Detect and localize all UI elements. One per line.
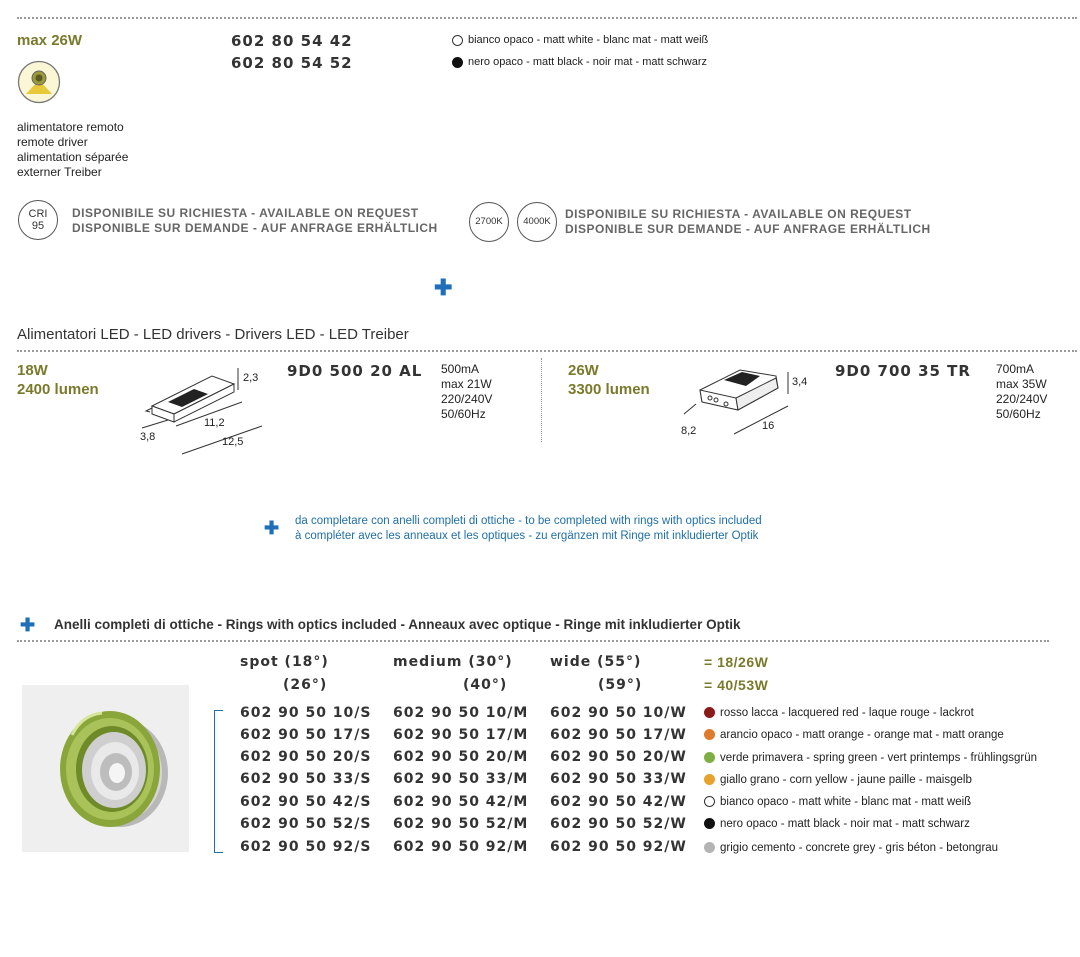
code-spot: 602 90 50 52/S	[240, 816, 372, 832]
color-swatch-white	[452, 35, 463, 46]
driver-right-lumen: 3300 lumen	[568, 381, 650, 398]
cri-availability-text	[72, 206, 438, 236]
finish-white	[452, 34, 708, 46]
cct-availability-text	[565, 207, 931, 237]
cct-availability-line2: DISPONIBLE SUR DEMANDE - AUF ANFRAGE ERHÄLTLICH	[565, 222, 931, 236]
driver-left-maxpower: max 21W	[441, 377, 492, 391]
color-row	[704, 774, 972, 786]
finish-white-label: bianco opaco - matt white - blanc mat - matt weiß	[468, 34, 709, 46]
code-wide: 602 90 50 17/W	[550, 727, 687, 743]
driver-right-current: 700mA	[996, 362, 1035, 376]
driver-left-length1: 11,2	[204, 417, 225, 429]
color-label: arancio opaco - matt orange - orange mat - matt orange	[720, 729, 1004, 741]
power-group-2: = 40/53W	[704, 677, 769, 693]
code-medium: 602 90 50 10/M	[393, 705, 529, 721]
remote-driver-de: externer Treiber	[17, 165, 102, 179]
table-row	[240, 816, 700, 836]
code-medium: 602 90 50 17/M	[393, 727, 529, 743]
driver-right-voltage: 220/240V	[996, 392, 1048, 406]
table-row	[240, 749, 700, 769]
code-spot: 602 90 50 17/S	[240, 727, 372, 743]
color-label: verde primavera - spring green - vert printemps - frühlingsgrün	[720, 752, 1038, 764]
driver-left-current: 500mA	[441, 362, 480, 376]
color-swatch	[704, 774, 715, 785]
color-swatch	[704, 729, 715, 740]
color-row	[704, 818, 970, 830]
remote-driver-icon	[17, 60, 61, 104]
color-label: grigio cemento - concrete grey - gris béton - betongrau	[720, 842, 999, 854]
rows-bracket	[214, 710, 223, 853]
code-medium: 602 90 50 20/M	[393, 749, 529, 765]
color-swatch	[704, 752, 715, 763]
driver-left-voltage: 220/240V	[441, 392, 493, 406]
driver-left-frequency: 50/60Hz	[441, 407, 486, 421]
header-wide: wide (55°)	[550, 654, 642, 670]
code-spot: 602 90 50 20/S	[240, 749, 372, 765]
remote-driver-en: remote driver	[17, 135, 88, 149]
code-medium: 602 90 50 52/M	[393, 816, 529, 832]
rings-title: Anelli completi di ottiche - Rings with optics included - Anneaux avec optique - Ringe mit inkludierter Optik	[54, 617, 741, 632]
driver-left-code: 9D0 500 20 AL	[287, 362, 423, 380]
product-code-black: 602 80 54 52	[231, 54, 353, 72]
color-row	[704, 796, 971, 808]
color-row	[704, 752, 1037, 764]
driver-right-height: 3,4	[792, 376, 808, 388]
driver-left-power: 18W	[17, 362, 48, 379]
plus-icon: ✚	[434, 275, 453, 300]
top-divider	[17, 17, 1077, 19]
driver-right-power: 26W	[568, 362, 599, 379]
remote-driver-it: alimentatore remoto	[17, 120, 124, 134]
color-row	[704, 729, 1004, 741]
cct-2700k-icon	[469, 202, 509, 242]
driver-left-length2: 12,5	[222, 436, 244, 448]
cct-2700k-label: 2700K	[475, 216, 503, 227]
code-wide: 602 90 50 52/W	[550, 816, 687, 832]
note-plus-icon: ✚	[264, 518, 280, 538]
driver-right-specs	[996, 362, 1047, 422]
color-swatch	[704, 818, 715, 829]
code-wide: 602 90 50 42/W	[550, 794, 687, 810]
color-row	[704, 842, 998, 854]
driver-left-lumen: 2400 lumen	[17, 381, 99, 398]
driver-right-maxpower: max 35W	[996, 377, 1047, 391]
table-row	[240, 839, 700, 859]
finish-black-label: nero opaco - matt black - noir mat - matt schwarz	[468, 56, 708, 68]
code-wide: 602 90 50 92/W	[550, 839, 687, 855]
cri-availability-line1: DISPONIBILE SU RICHIESTA - AVAILABLE ON REQUEST	[72, 206, 419, 220]
code-wide: 602 90 50 33/W	[550, 771, 687, 787]
header-spot-alt: (26°)	[283, 677, 328, 693]
code-medium: 602 90 50 33/M	[393, 771, 529, 787]
cct-4000k-label: 4000K	[523, 216, 551, 227]
driver-left-width: 3,8	[140, 431, 156, 443]
header-medium: medium (30°)	[393, 654, 513, 670]
driver-right-frequency: 50/60Hz	[996, 407, 1041, 421]
driver-left-specs	[441, 362, 492, 422]
code-spot: 602 90 50 33/S	[240, 771, 372, 787]
product-code-white: 602 80 54 42	[231, 32, 353, 50]
cri-availability-line2: DISPONIBLE SUR DEMANDE - AUF ANFRAGE ERHÄLTLICH	[72, 221, 438, 235]
remote-driver-text	[17, 120, 128, 180]
max-power-label: max 26W	[17, 32, 83, 49]
note-line1: da completare con anelli completi di ottiche - to be completed with rings with optics included	[295, 515, 762, 527]
header-wide-alt: (59°)	[598, 677, 643, 693]
color-swatch	[704, 707, 715, 718]
color-label: giallo grano - corn yellow - jaune paille - maisgelb	[720, 774, 972, 786]
cri-icon	[18, 200, 58, 240]
rings-plus-icon: ✚	[20, 615, 36, 635]
driver-right-code: 9D0 700 35 TR	[835, 362, 971, 380]
driver-right-drawing	[680, 362, 810, 442]
cri-icon-label: CRI	[28, 208, 48, 220]
color-label: nero opaco - matt black - noir mat - matt schwarz	[720, 818, 970, 830]
note-text	[295, 514, 762, 544]
code-spot: 602 90 50 10/S	[240, 705, 372, 721]
note-line2: à compléter avec les anneaux et les optiques - zu ergänzen mit Ringe mit inkludierter Optik	[295, 530, 759, 542]
driver-right-length: 16	[762, 420, 775, 432]
color-swatch	[704, 842, 715, 853]
table-row	[240, 771, 700, 791]
driver-right-width: 8,2	[681, 425, 697, 437]
table-row	[240, 727, 700, 747]
power-group-1: = 18/26W	[704, 654, 769, 670]
rings-divider	[17, 640, 1049, 642]
cct-4000k-icon	[517, 202, 557, 242]
color-label: rosso lacca - lacquered red - laque rouge - lackrot	[720, 707, 974, 719]
header-spot: spot (18°)	[240, 654, 329, 670]
color-swatch	[704, 796, 715, 807]
color-label: bianco opaco - matt white - blanc mat - matt weiß	[720, 796, 972, 808]
code-wide: 602 90 50 10/W	[550, 705, 687, 721]
code-wide: 602 90 50 20/W	[550, 749, 687, 765]
table-row	[240, 705, 700, 725]
table-row	[240, 794, 700, 814]
color-swatch-black	[452, 57, 463, 68]
cct-availability-line1: DISPONIBILE SU RICHIESTA - AVAILABLE ON REQUEST	[565, 207, 912, 221]
drivers-vertical-divider	[541, 358, 542, 442]
drivers-divider	[17, 350, 1077, 352]
ring-product-image	[22, 685, 189, 852]
code-spot: 602 90 50 92/S	[240, 839, 372, 855]
drivers-title: Alimentatori LED - LED drivers - Drivers LED - LED Treiber	[17, 326, 409, 343]
finish-black	[452, 56, 707, 68]
code-medium: 602 90 50 92/M	[393, 839, 529, 855]
code-spot: 602 90 50 42/S	[240, 794, 372, 810]
code-medium: 602 90 50 42/M	[393, 794, 529, 810]
remote-driver-fr: alimentation séparée	[17, 150, 129, 164]
color-row	[704, 707, 974, 719]
driver-left-height: 2,3	[243, 372, 259, 384]
header-medium-alt: (40°)	[463, 677, 508, 693]
cri-icon-value: 95	[31, 220, 45, 232]
